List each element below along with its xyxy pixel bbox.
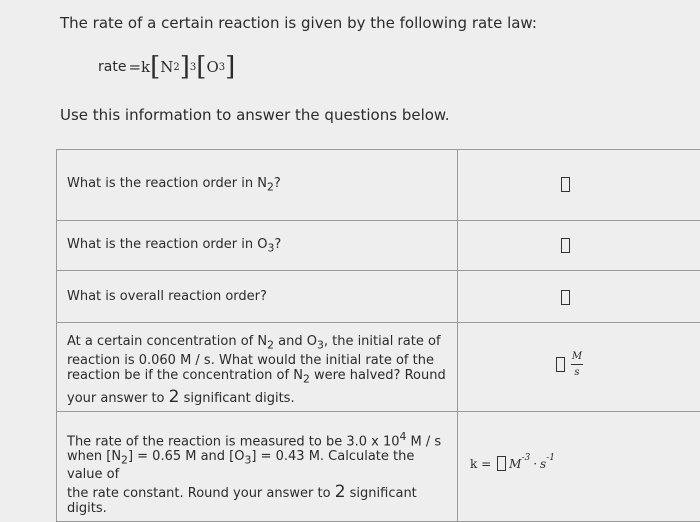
answer-cell xyxy=(458,412,700,522)
question-text: significant digits. xyxy=(179,391,294,406)
answer-cell xyxy=(458,271,700,323)
bracket-open-icon: [ xyxy=(196,54,206,80)
question-text: The rate of the reaction is measured to be 3.0 x 10 xyxy=(67,434,400,449)
question-text: , the initial rate of xyxy=(324,334,441,349)
table-row xyxy=(57,412,700,522)
question-text: were halved? Round xyxy=(310,368,446,383)
table-row xyxy=(57,150,700,221)
unit-m-exponent: -3 xyxy=(521,453,530,463)
question-cell xyxy=(57,271,458,323)
unit-s-exponent: -1 xyxy=(546,453,555,463)
question-text: What is the reaction order in N xyxy=(67,176,267,191)
subscript: 2 xyxy=(121,453,128,466)
question-text: reaction is 0.060 M / s. What would the initial rate of the xyxy=(67,353,447,368)
rate-label: rate xyxy=(98,59,126,75)
unit-fraction xyxy=(571,351,583,378)
question-text: At a certain concentration of N xyxy=(67,334,267,349)
answer-input-overall-order[interactable] xyxy=(561,290,570,305)
question-text: the rate constant. Round your answer to xyxy=(67,486,335,501)
table-row xyxy=(57,323,700,412)
question-text: What is overall reaction order? xyxy=(67,289,267,304)
question-table xyxy=(56,149,700,522)
rate-eq: = xyxy=(128,58,141,76)
question-cell xyxy=(57,323,458,412)
subscript: 2 xyxy=(267,339,274,352)
rate-answer-group xyxy=(556,351,583,378)
rate-constant: k xyxy=(141,58,150,76)
question-text: your answer to xyxy=(67,391,169,406)
question-text: ] = 0.43 M. Calculate the value of xyxy=(67,449,414,483)
answer-cell xyxy=(458,221,700,271)
fraction-bar-icon xyxy=(571,364,583,365)
o3-symbol: O xyxy=(206,58,218,76)
n2-symbol: N xyxy=(160,58,173,76)
subscript: 2 xyxy=(303,373,310,386)
o3-subscript: 3 xyxy=(219,62,225,73)
question-text: ? xyxy=(274,237,281,252)
subscript: 2 xyxy=(267,181,274,194)
question-text: What is the reaction order in O xyxy=(67,237,268,252)
answer-input-rate-constant[interactable] xyxy=(497,456,506,471)
rate-constant-answer xyxy=(470,456,555,471)
unit-denominator: s xyxy=(574,367,579,378)
table-row xyxy=(57,271,700,323)
k-label: k = xyxy=(470,457,491,471)
question-text: significant digits. xyxy=(67,486,417,516)
subscript: 3 xyxy=(268,241,275,254)
bracket-close-icon: ] xyxy=(225,54,235,80)
digits-count: 2 xyxy=(169,387,180,407)
answer-input-order-o3[interactable] xyxy=(561,238,570,253)
question-cell xyxy=(57,221,458,271)
rate-law xyxy=(98,54,235,80)
dot-operator: · xyxy=(533,457,537,471)
superscript: 4 xyxy=(400,430,407,443)
digits-count: 2 xyxy=(335,482,346,502)
answer-cell xyxy=(458,323,700,412)
answer-input-order-n2[interactable] xyxy=(561,177,570,192)
intro-text: The rate of a certain reaction is given by the following rate law: xyxy=(60,14,537,32)
answer-cell xyxy=(458,150,700,221)
question-text: reaction be if the concentration of N xyxy=(67,368,303,383)
instructions: Use this information to answer the questions below. xyxy=(60,106,450,124)
question-cell xyxy=(57,150,458,221)
question-text: M / s xyxy=(406,434,441,449)
question-text: ? xyxy=(274,176,281,191)
unit-numerator: M xyxy=(572,351,582,362)
question-cell xyxy=(57,412,458,522)
n2-exponent: 3 xyxy=(190,62,196,73)
subscript: 3 xyxy=(317,339,324,352)
question-text: when [N xyxy=(67,449,121,464)
unit-m: M xyxy=(509,457,521,471)
question-text: ] = 0.65 M and [O xyxy=(128,449,245,464)
unit-s: s xyxy=(540,457,546,471)
bracket-close-icon: ] xyxy=(180,54,190,80)
table-row xyxy=(57,221,700,271)
question-text: and O xyxy=(274,334,317,349)
subscript: 3 xyxy=(245,453,252,466)
bracket-open-icon: [ xyxy=(150,54,160,80)
answer-input-new-rate[interactable] xyxy=(556,357,565,372)
n2-subscript: 2 xyxy=(173,62,179,73)
